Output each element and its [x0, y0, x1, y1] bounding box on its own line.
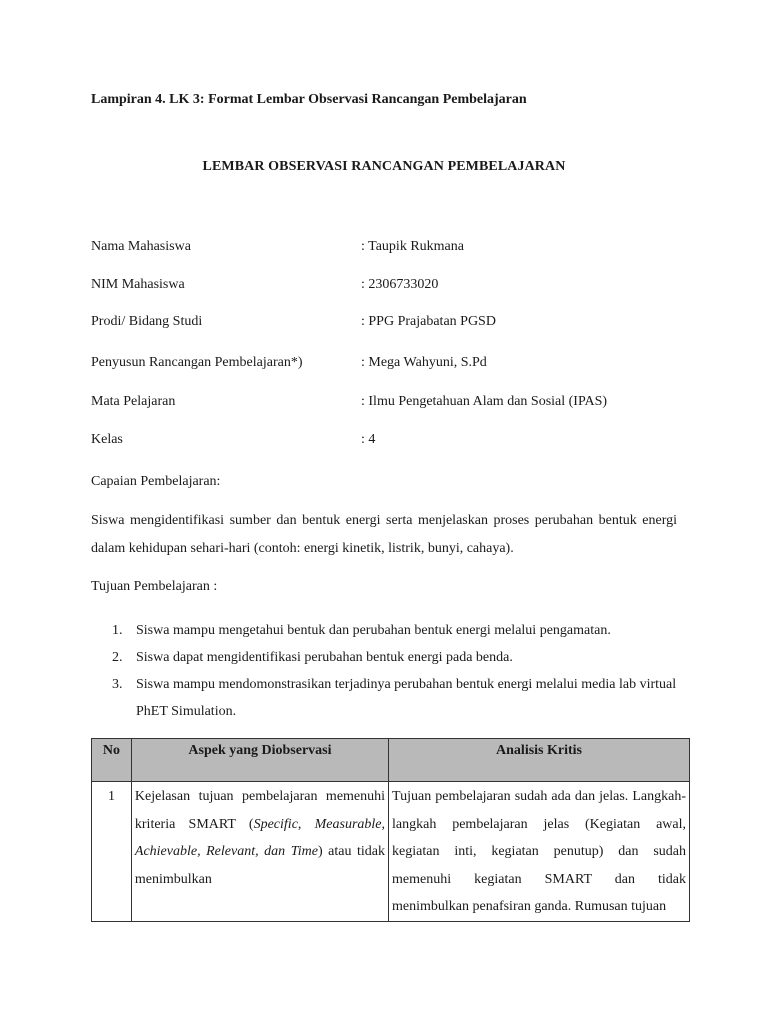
- field-nama-mahasiswa: [91, 239, 691, 259]
- list-text: Siswa mampu mendomonstrasikan terjadinya perubahan bentuk energi melalui media lab virtual PhET Simulation.: [136, 677, 677, 719]
- field-nim-mahasiswa: [91, 277, 691, 297]
- list-item: [91, 617, 681, 644]
- cell-no: 1: [92, 782, 132, 922]
- list-item: [91, 671, 681, 725]
- appendix-heading: Lampiran 4. LK 3: Format Lembar Observasi Rancangan Pembelajaran: [91, 92, 527, 107]
- header-no: No: [92, 739, 132, 782]
- cell-aspek: [131, 782, 388, 922]
- field-value: : Mega Wahyuni, S.Pd: [361, 355, 487, 370]
- table-header-row: [92, 739, 690, 782]
- field-penyusun: [91, 355, 691, 375]
- header-analisis: Analisis Kritis: [389, 739, 690, 782]
- field-kelas: [91, 432, 691, 452]
- field-label: NIM Mahasiswa: [91, 277, 185, 292]
- capaian-label: Capaian Pembelajaran:: [91, 474, 221, 489]
- list-number: 3.: [112, 677, 123, 692]
- list-item: [91, 644, 681, 671]
- field-value: : PPG Prajabatan PGSD: [361, 314, 496, 329]
- document-title: LEMBAR OBSERVASI RANCANGAN PEMBELAJARAN: [202, 159, 566, 174]
- field-label: Nama Mahasiswa: [91, 239, 191, 254]
- observation-table: [91, 738, 690, 922]
- field-label: Prodi/ Bidang Studi: [91, 314, 203, 329]
- field-value: : 2306733020: [361, 277, 439, 292]
- aspek-text-part: ) atau tidak menimbulkan: [134, 844, 386, 887]
- cell-analisis: Tujuan pembelajaran sudah ada dan jelas. Langkah-langkah pembelajaran jelas (Kegiatan awal, kegiatan inti, kegiatan penutup) dan sudah memenuhi kegiatan SMART dan tidak menimbulkan penafsiran ganda. Rumusan tujuan: [389, 782, 690, 922]
- field-value: : Ilmu Pengetahuan Alam dan Sosial (IPAS): [361, 394, 608, 409]
- tujuan-label: Tujuan Pembelajaran :: [91, 579, 218, 594]
- field-label: Mata Pelajaran: [91, 394, 176, 409]
- table-row: [92, 782, 690, 922]
- field-label: Penyusun Rancangan Pembelajaran*): [91, 355, 303, 370]
- list-text: Siswa mampu mengetahui bentuk dan perubahan bentuk energi melalui pengamatan.: [136, 623, 611, 638]
- aspek-text-part: Kejelasan tujuan pembelajaran memenuhi kriteria SMART (: [134, 789, 386, 832]
- field-mata-pelajaran: [91, 394, 691, 414]
- aspek-text-italic: Specific, Measurable, Achievable, Relevant, dan Time: [134, 816, 386, 859]
- capaian-text: Siswa mengidentifikasi sumber dan bentuk energi serta menjelaskan proses perubahan bentuk energi dalam kehidupan sehari-hari (contoh: energi kinetik, listrik, bunyi, cahaya).: [91, 513, 677, 556]
- field-label: Kelas: [91, 432, 123, 447]
- field-prodi: [91, 314, 691, 334]
- list-text: Siswa dapat mengidentifikasi perubahan bentuk energi pada benda.: [136, 650, 513, 665]
- list-number: 1.: [112, 623, 123, 638]
- field-value: : 4: [361, 432, 376, 447]
- list-number: 2.: [112, 650, 123, 665]
- field-value: : Taupik Rukmana: [361, 239, 464, 254]
- header-aspek: Aspek yang Diobservasi: [131, 739, 388, 782]
- tujuan-list: [91, 617, 681, 725]
